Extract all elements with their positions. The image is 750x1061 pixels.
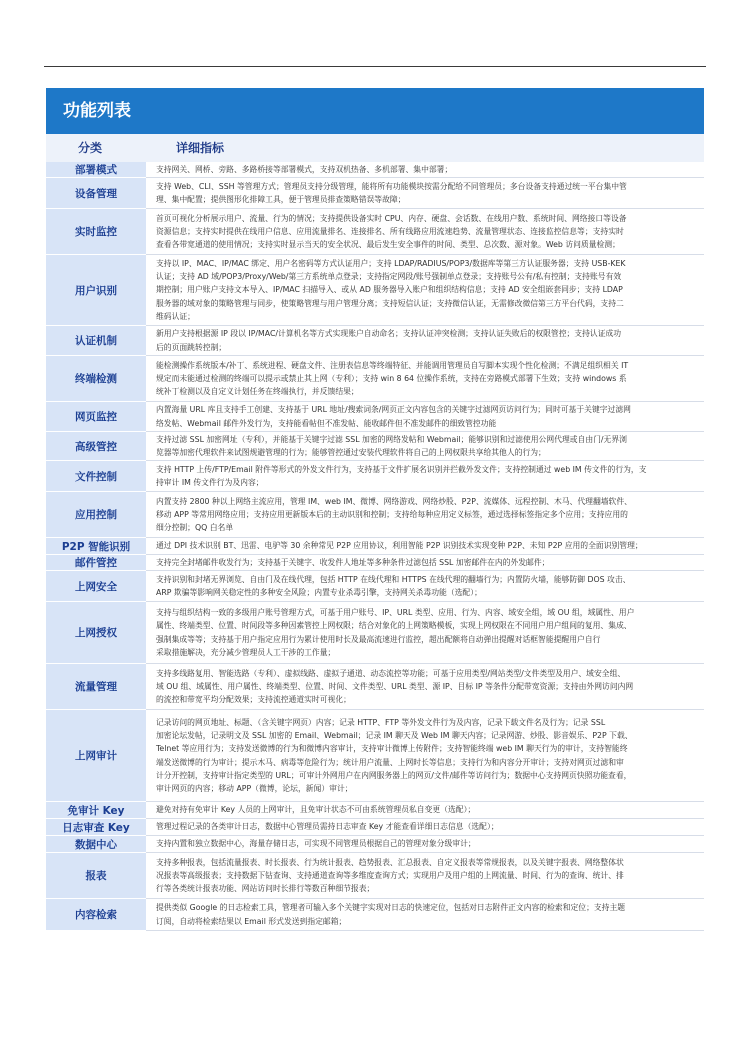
table-row: [46, 538, 704, 555]
row-detail: 提供类似 Google 的日志检索工具，管理者可输入多个关键字实现对日志的快速定位，包括对日志附件正文内容的检索和定位；支持主题 订阅，自动将检索结果以 Email 形式发送到指定邮箱；: [146, 899, 704, 931]
row-detail: 内置海量 URL 库且支持手工创建、支持基于 URL 地址/搜索词条/网页正文内容包含的关键字过滤网页访问行为；同时可基于关键字过滤网 络发帖、Webmail 邮件外发行为，支持能看帖但不准发帖、能收邮件但不准发邮件的细致管控功能: [146, 402, 704, 432]
top-rule: [44, 66, 706, 67]
row-category: 设备管理: [46, 178, 146, 209]
row-detail: 首页可视化分析展示用户、流量、行为的情况；支持提供设备实时 CPU、内存、硬盘、会话数、在线用户数、系统时间、网络接口等设备 资源信息；支持实时提供在线用户信息、应用流量排名、连接排名、所有线路应用流速趋势、流量管理状态、连接监控信息等；支持实时 查看各带宽通道的使用情况；支持实时显示当天的安全状况、最后发生安全事件的时间、类型、总次数、源对象。Web 访问质量检测；: [146, 209, 704, 255]
row-detail: 支持过滤 SSL 加密网址（专利），并能基于关键字过滤 SSL 加密的网络发帖和 Webmail；能够识别和过滤使用公网代理或自由门/无界浏 览器等加密代理软件来试图规避管理的行为；能够管控通过安装代理软件将自己的上网权限共享给其他人的行为；: [146, 432, 704, 461]
row-category: 流量管理: [46, 664, 146, 710]
row-category: 实时监控: [46, 209, 146, 255]
row-detail: 能检测操作系统版本/补丁、系统进程、硬盘文件、注册表信息等终端特征、并能调用管理员自写脚本实现个性化检测；不满足组织相关 IT 规定而未能通过检测的终端可以提示或禁止其上网（专利）；支持 win 8 64 位操作系统，支持在旁路模式部署下生效；支持 windows 系 统补丁检测以及自定义计划任务在终端执行，并反馈结果；: [146, 356, 704, 402]
row-category: 高级管控: [46, 432, 146, 461]
table-row: [46, 802, 704, 819]
row-category: 上网安全: [46, 571, 146, 602]
row-detail: 通过 DPI 技术识别 BT、迅雷、电驴等 30 余种常见 P2P 应用协议，利用智能 P2P 识别技术实现变种 P2P、未知 P2P 应用的全面识别管理；: [146, 538, 704, 555]
row-detail: 记录访问的网页地址、标题、（含关键字网页）内容；记录 HTTP、FTP 等外发文件行为及内容，记录下载文件名及行为；记录 SSL 加密论坛发帖，记录明文及 SSL 加密的 Email、Webmail；记录 IM 聊天及 Web IM 聊天内容；记录网游、炒股、影音娱乐、P2P 下载、 Telnet 等应用行为；支持发送微博的行为和微博内容审计，支持审计微博上传附件；支持智能终端 web IM 聊天行为的审计，支持智能终 端发送微博的行为审计；提示木马、病毒等危险行为；统计用户流量、上网时长等信息；支持行为和内容分开审计；支持对网页过滤和审 计分开控制，支持审计指定类型的 URL；可审计外网用户在内网服务器上的网页/文件/邮件等访问行为；数据中心支持网页快照功能查看， 审计网页的内容；移动 APP（微博，论坛，新闻）审计；: [146, 710, 704, 802]
table-row: [46, 432, 704, 461]
table-row: [46, 492, 704, 538]
table-header: [46, 134, 704, 162]
table-row: [46, 255, 704, 326]
row-category: 邮件管控: [46, 555, 146, 571]
header-detail: 详细指标: [176, 141, 225, 155]
table-row: [46, 461, 704, 492]
table-row: [46, 162, 704, 178]
row-detail: 支持多种报表，包括流量报表、时长报表、行为统计报表、趋势报表、汇总报表、自定义报表等常规报表，以及关键字报表、网络整体状 况报表等高级报表；支持数据下钻查询、支持通道查询等多维度查询方式；实现用户及用户组的上网流量、时间、行为的查询、统计、排 行等各类统计报表功能、网站访问时长排行等数百种细节报表；: [146, 853, 704, 899]
section-title-bar: [46, 88, 704, 134]
row-detail: 管理过程记录的各类审计日志，数据中心管理员需持日志审查 Key 才能查看详细日志信息（选配）；: [146, 819, 704, 836]
row-detail: 支持识别和封堵无界浏览、自由门及在线代理，包括 HTTP 在线代理和 HTTPS 在线代理的翻墙行为；内置防火墙，能够防御 DOS 攻击、 ARP 欺骗等影响网关稳定性的多种安全风险；内置专业杀毒引擎，支持网关杀毒功能（选配）；: [146, 571, 704, 602]
table-row: [46, 209, 704, 255]
row-category: 上网授权: [46, 602, 146, 664]
row-category: 网页监控: [46, 402, 146, 432]
row-category: 数据中心: [46, 836, 146, 853]
table-row: [46, 853, 704, 899]
row-detail: 支持完全封堵邮件收发行为；支持基于关键字、收发件人地址等多种条件过滤包括 SSL 加密邮件在内的外发邮件；: [146, 555, 704, 571]
row-category: 内容检索: [46, 899, 146, 931]
row-detail: 支持内置和独立数据中心，海量存储日志，可实现不同管理员根据自己的管理对象分级审计；: [146, 836, 704, 853]
row-detail: 新用户支持根据源 IP 段以 IP/MAC/计算机名等方式实现账户自动命名；支持认证冲突检测；支持认证失败后的权限管控；支持认证成功 后的页面跳转控制；: [146, 326, 704, 356]
table-row: [46, 178, 704, 209]
row-detail: 支持多线路复用、智能选路（专利）、虚拟线路、虚拟子通道、动态流控等功能；可基于应用类型/网站类型/文件类型及用户、域安全组、 域 OU 组、域属性、用户属性、终端类型、位置、时间、文件类型、URL 类型、源 IP、目标 IP 等条件分配带宽资源；支持由外网访问内网 的流控和带宽平均分配效果；支持流控通道实时可视化；: [146, 664, 704, 710]
row-category: 用户识别: [46, 255, 146, 326]
table-row: [46, 664, 704, 710]
section-title: 功能列表: [63, 101, 131, 121]
table-row: [46, 836, 704, 853]
table-row: [46, 602, 704, 664]
table-row: [46, 326, 704, 356]
header-category: 分类: [77, 141, 102, 155]
table-row: [46, 571, 704, 602]
table-row: [46, 402, 704, 432]
row-detail: 支持与组织结构一致的多级用户账号管理方式，可基于用户账号、IP、URL 类型、应用、行为、内容、域安全组，域 OU 组，域属性、用户 属性、终端类型、位置、时间段等多种因素管控上网权限；结合对象化的上网策略模板，实现上网权限在不同用户用户组间的复用、集成、 强制集成等等；支持基于用户指定应用行为累计使用时长及最高流速进行监控，超出配额将自动弹出提醒对话框智能提醒用户自行 采取措施解决，充分减少管理员人工干涉的工作量；: [146, 602, 704, 664]
row-category: 报表: [46, 853, 146, 899]
row-category: 上网审计: [46, 710, 146, 802]
table-row: [46, 356, 704, 402]
row-category: P2P 智能识别: [46, 538, 146, 555]
row-category: 终端检测: [46, 356, 146, 402]
row-category: 文件控制: [46, 461, 146, 492]
table-row: [46, 899, 704, 931]
row-detail: 内置支持 2800 种以上网络主流应用，管理 IM、web IM、微博、网络游戏、网络炒股、P2P、流媒体、远程控制、木马、代理翻墙软件、 移动 APP 等常用网络应用；支持应用更新版本后的主动识别和控制；支持给每种应用定义标签，通过选择标签指定多个应用；支持应用的 细分控制；QQ 白名单: [146, 492, 704, 538]
row-category: 部署模式: [46, 162, 146, 178]
row-category: 认证机制: [46, 326, 146, 356]
table-row: [46, 819, 704, 836]
feature-table: [46, 134, 704, 931]
row-detail: 避免对持有免审计 Key 人员的上网审计，且免审计状态不可由系统管理员私自变更（选配）；: [146, 802, 704, 819]
row-detail: 支持以 IP、MAC、IP/MAC 绑定、用户名密码等方式认证用户；支持 LDAP/RADIUS/POP3/数据库等第三方认证服务器；支持 USB-KEK 认证；支持 AD 域/POP3/Proxy/Web/第三方系统单点登录；支持指定网段/账号强制单点登录；支持账号公有/私有控制；支持账号有效 期控制；用户账户支持文本导入、IP/MAC 扫描导入、或从 AD 服务器导入账户和组织结构信息；支持 AD 安全组嵌套同步；支持 LDAP 服务器的域对象的策略管理与同步，使策略管理与用户管理分离；支持短信认证；支持微信认证，无需修改微信第三方平台代码，支持二 维码认证；: [146, 255, 704, 326]
table-row: [46, 555, 704, 571]
row-detail: 支持 HTTP 上传/FTP/Email 附件等形式的外发文件行为，支持基于文件扩展名识别并拦截外发文件；支持控制通过 web IM 传文件的行为，支 持审计 IM 传文件行为及内容；: [146, 461, 704, 492]
row-category: 应用控制: [46, 492, 146, 538]
table-row: [46, 710, 704, 802]
row-detail: 支持 Web、CLI、SSH 等管理方式；管理员支持分级管理，能将所有功能模块按需分配给不同管理员；多台设备支持通过统一平台集中管 理、集中配置；提供图形化排障工具，便于管理员排查策略错误等故障；: [146, 178, 704, 209]
row-category: 日志审查 Key: [46, 819, 146, 836]
row-category: 免审计 Key: [46, 802, 146, 819]
row-detail: 支持网关、网桥、旁路、多路桥接等部署模式，支持双机热备、多机部署、集中部署；: [146, 162, 704, 178]
